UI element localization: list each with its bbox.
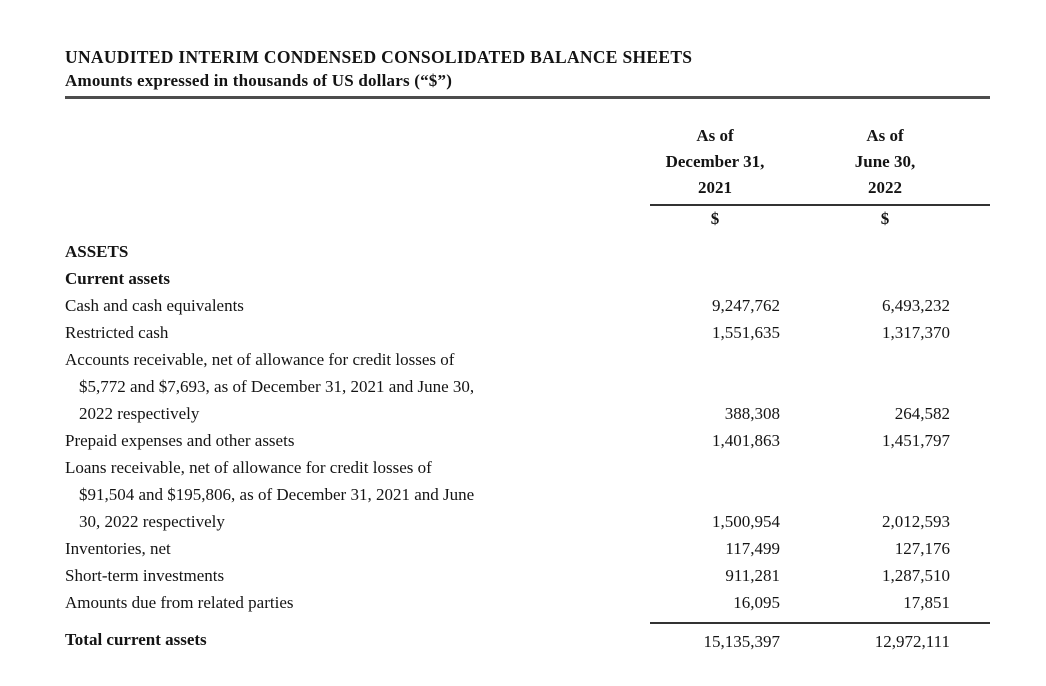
value-jun-2022: 1,287,510 [882,566,950,585]
row-label: Amounts due from related parties [65,593,294,612]
row-label: Inventories, net [65,539,171,558]
column-header-row [65,123,990,206]
value-jun-2022: 264,582 [894,404,950,423]
total-value-jun-2022: 12,972,111 [874,632,950,651]
column-header-line: As of [696,126,734,145]
table-row-loans-receivable [65,454,990,535]
column-header-line: June 30, [854,152,916,171]
column-header-line: 2021 [698,178,732,197]
value-jun-2022: 6,493,232 [882,296,950,315]
label-line: Accounts receivable, net of allowance for credit losses of [65,350,455,369]
total-value-dec-2021: 15,135,397 [703,632,780,651]
currency-symbol-col1: $ [710,209,720,228]
page-subtitle: Amounts expressed in thousands of US dollars (“$”) [65,71,453,90]
row-label [65,346,650,427]
currency-row [65,206,990,232]
table-row-short-term-investments [65,562,990,589]
value-jun-2022: 1,451,797 [882,431,950,450]
table-row-cash [65,292,990,319]
value-jun-2022: 1,317,370 [882,323,950,342]
value-jun-2022: 127,176 [894,539,950,558]
header-rule [65,96,990,99]
value-dec-2021: 117,499 [725,539,780,558]
currency-spacer [65,206,650,232]
table-row-inventories [65,535,990,562]
table-row-restricted-cash [65,319,990,346]
total-values [650,622,990,655]
section-label: ASSETS [65,242,129,261]
label-line: Loans receivable, net of allowance for credit losses of [65,458,432,477]
value-dec-2021: 1,500,954 [712,512,780,531]
table-row-prepaid-expenses [65,427,990,454]
column-header-line: 2022 [868,178,902,197]
value-dec-2021: 9,247,762 [712,296,780,315]
table-row-accounts-receivable [65,346,990,427]
total-label: Total current assets [65,630,207,649]
value-dec-2021: 1,551,635 [712,323,780,342]
table-row-total-current-assets [65,622,990,655]
section-row-assets [65,238,990,265]
column-header-jun-2022 [820,123,990,201]
value-dec-2021: 16,095 [733,593,780,612]
column-header-line: December 31, [665,152,765,171]
page-title: UNAUDITED INTERIM CONDENSED CONSOLIDATED BALANCE SHEETS [65,47,693,67]
row-label: Short-term investments [65,566,225,585]
label-line: 2022 respectively [79,404,200,423]
column-header-dec-2021 [650,123,820,201]
row-label: Cash and cash equivalents [65,296,244,315]
section-row-current-assets [65,265,990,292]
value-dec-2021: 911,281 [725,566,780,585]
value-jun-2022: 2,012,593 [882,512,950,531]
value-dec-2021: 1,401,863 [712,431,780,450]
row-label: Restricted cash [65,323,169,342]
section-label: Current assets [65,269,170,288]
row-label: Prepaid expenses and other assets [65,431,295,450]
value-jun-2022: 17,851 [903,593,950,612]
balance-sheet-table [65,123,990,655]
label-line: 30, 2022 respectively [79,512,225,531]
label-line: $5,772 and $7,693, as of December 31, 2021 and June 30, [79,377,475,396]
currency-symbols [650,206,990,232]
table-row-amounts-due-related-parties [65,589,990,616]
column-header-line: As of [866,126,904,145]
row-label [65,454,650,535]
label-line: $91,504 and $195,806, as of December 31, 2021 and June [79,485,475,504]
value-dec-2021: 388,308 [724,404,780,423]
currency-symbol-col2: $ [880,209,890,228]
document-content [65,45,990,655]
header-spacer [65,123,650,206]
column-headers [650,123,990,206]
